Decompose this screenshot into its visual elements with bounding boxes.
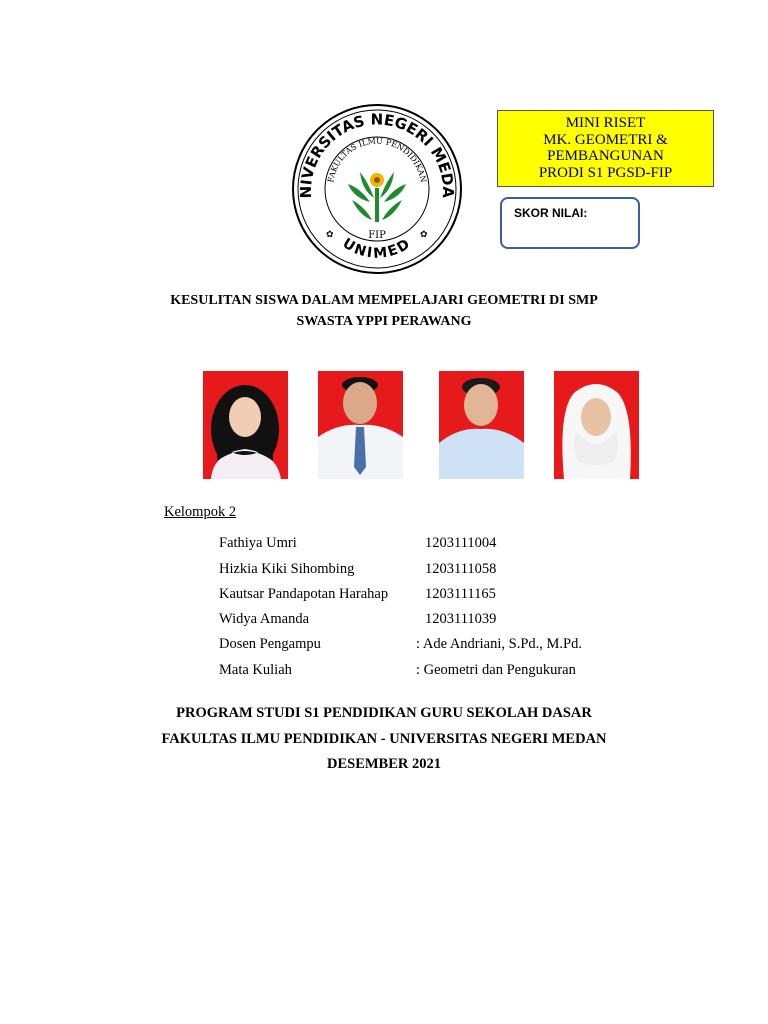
svg-text:UNIMED: UNIMED [339,235,415,263]
mini-riset-line: PEMBANGUNAN [547,148,664,164]
svg-text:✿: ✿ [420,230,428,240]
member-nim: 1203111058 [425,561,497,577]
svg-text:UNIVERSITAS NEGERI MEDAN: NIVERSITAS NEGERI MEDA [296,110,458,199]
info-value: : Ade Andriani, S.Pd., M.Pd. [416,636,582,652]
member-name: Fathiya Umri [219,535,297,551]
svg-text:✿: ✿ [326,230,334,240]
footer-faculty: FAKULTAS ILMU PENDIDIKAN - UNIVERSITAS NEGERI MEDAN [161,731,607,747]
member-name: Hizkia Kiki Sihombing [219,561,355,577]
group-label: Kelompok 2 [164,504,237,520]
member-photo-2 [318,371,403,479]
document-title [0,290,768,332]
mini-riset-box [497,110,714,187]
member-photo-1 [203,371,288,479]
footer-date: DESEMBER 2021 [326,756,441,772]
mini-riset-line: MINI RISET [565,115,646,131]
footer-program: PROGRAM STUDI S1 PENDIDIKAN GURU SEKOLAH DASAR [176,705,592,721]
mini-riset-line: PRODI S1 PGSD-FIP [538,164,673,181]
member-nim: 1203111165 [425,586,496,602]
mini-riset-line: MK. GEOMETRI & [543,131,668,148]
member-nim: 1203111004 [425,535,497,551]
info-label: Dosen Pengampu [219,636,321,652]
title-line: SWASTA YPPI PERAWANG [296,314,472,329]
info-label: Mata Kuliah [219,662,292,678]
unimed-logo [290,102,464,276]
score-box [500,197,640,249]
member-name: Kautsar Pandapotan Harahap [219,586,389,602]
member-nim: 1203111039 [425,611,497,627]
title-line: KESULITAN SISWA DALAM MEMPELAJARI GEOMETRI DI SMP [170,293,598,308]
svg-text:FAKULTAS ILMU PENDIDIKAN: FAKULTAS ILMU PENDIDIKAN [326,136,428,184]
member-photo-3 [439,371,524,479]
info-value: : Geometri dan Pengukuran [416,662,576,678]
member-photo-4 [554,371,639,479]
svg-text:FIP: FIP [368,230,386,241]
score-label: SKOR NILAI: [514,206,588,220]
member-name: Widya Amanda [219,611,310,627]
